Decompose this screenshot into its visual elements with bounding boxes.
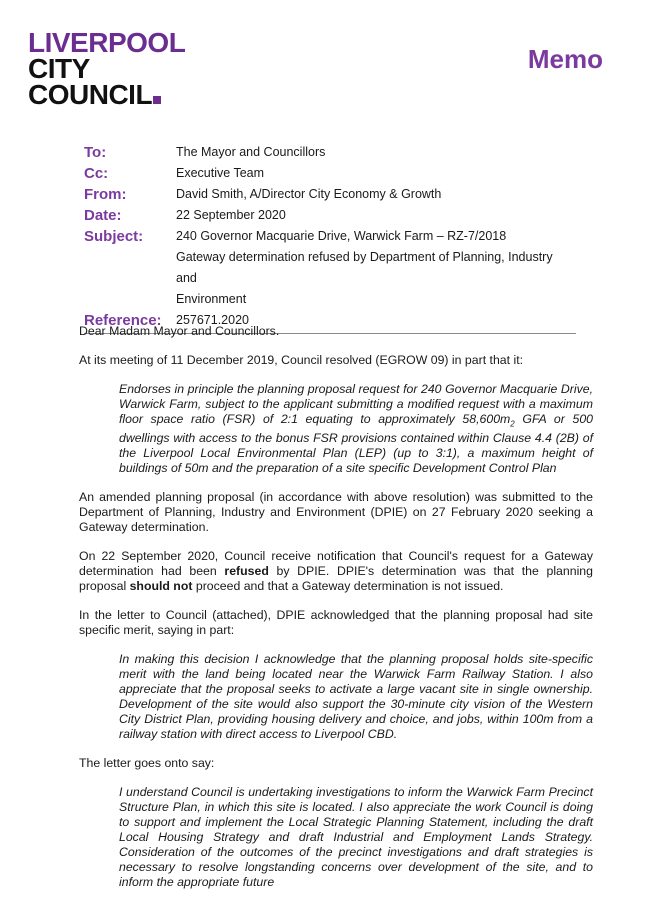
paragraph-3-part-c: proceed and that a Gateway determination is not issued.: [192, 579, 504, 594]
subject-value: [176, 226, 576, 310]
logo-line-liverpool: LIVERPOOL: [28, 27, 186, 58]
subject-row: [84, 226, 576, 310]
quote-resolution: [119, 382, 593, 476]
reference-label: Reference:: [84, 312, 162, 329]
quote-dpie-merit: In making this decision I acknowledge that the planning proposal holds site-specific merit with the land being located near the Warwick Farm Railway Station. I also appreciate that the proposal seeks to activate a large vacant site in single ownership. Development of the site would also support the 30-minute city vision of the Western City District Plan, providing housing delivery and choice, and jobs, within 100m from a railway station with direct access to Liverpool CBD.: [119, 652, 593, 742]
date-label: Date:: [84, 207, 122, 224]
council-logo: [28, 27, 186, 110]
from-label: From:: [84, 186, 127, 203]
quote-resolution-part-b: GFA or 500 dwellings with access to the bonus FSR provisions contained within Clause 4.4 (2B) of the Liverpool Local Environmental Plan (LEP) (up to 3:1), a maximum height of buildings of 50m and the preparation of a site specific Development Control Plan: [119, 412, 593, 476]
should-not-emphasis: should not: [129, 579, 193, 594]
to-label: To:: [84, 144, 107, 161]
paragraph-5: The letter goes onto say:: [79, 756, 215, 771]
paragraph-3: [79, 549, 593, 594]
cc-row: [84, 163, 576, 184]
refused-emphasis: refused: [224, 564, 269, 579]
date-row: [84, 205, 576, 226]
reference-value: 257671.2020: [176, 313, 249, 327]
paragraph-1: At its meeting of 11 December 2019, Council resolved (EGROW 09) in part that it:: [79, 353, 524, 367]
paragraph-2: An amended planning proposal (in accordance with above resolution) was submitted to the Department of Planning, Industry and Environment (DPIE) on 27 February 2020 seeking a Gateway determination.: [79, 490, 593, 535]
memo-body: [79, 324, 593, 904]
logo-line-council: [28, 79, 185, 110]
cc-value: Executive Team: [176, 166, 265, 180]
salutation: Dear Madam Mayor and Councillors.: [79, 324, 280, 338]
to-row: [84, 142, 576, 163]
logo-square-icon: [153, 96, 161, 104]
from-row: [84, 184, 576, 205]
cc-label: Cc:: [84, 165, 109, 182]
to-value: The Mayor and Councillors: [176, 145, 326, 159]
document-title: Memo: [527, 44, 603, 74]
quote-resolution-subscript: 2: [510, 419, 515, 429]
paragraph-3-part-a: On 22 September 2020, Council receive notification that Council's request for a Gateway determination had been: [79, 549, 593, 579]
subject-label: Subject:: [84, 228, 144, 245]
subject-line-3: Environment: [176, 292, 247, 306]
date-value: 22 September 2020: [176, 208, 286, 222]
from-value: David Smith, A/Director City Economy & Growth: [176, 187, 442, 201]
subject-line-1: 240 Governor Macquarie Drive, Warwick Farm – RZ-7/2018: [176, 229, 507, 243]
logo-line-city: CITY: [28, 53, 90, 84]
memo-details: [84, 142, 576, 334]
quote-resolution-part-a: Endorses in principle the planning proposal request for 240 Governor Macquarie Drive, Warwick Farm, subject to the applicant submitting a modified request with a maximum floor space ratio (FSR) of 2:1 equating to approximately 58,600m: [119, 382, 593, 426]
paragraph-4: In the letter to Council (attached), DPIE acknowledged that the planning proposal had site specific merit, saying in part:: [79, 608, 593, 638]
quote-dpie-investigations: I understand Council is undertaking investigations to inform the Warwick Farm Precinct Structure Plan, in which this site is located. I also appreciate the work Council is doing to support and implement the Local Strategic Planning Statement, including the draft Local Housing Strategy and draft Industrial and Employment Lands Strategy. Consideration of the outcomes of the precinct investigations and draft strategies is necessary to resolve longstanding concerns over development of the site, and to inform the appropriate future: [119, 785, 593, 890]
logo-council-text: COUNCIL: [28, 79, 153, 110]
subject-line-2: Gateway determination refused by Department of Planning, Industry and: [176, 250, 553, 285]
paragraph-3-part-b: by DPIE. DPIE's determination was that the planning proposal: [79, 564, 593, 594]
